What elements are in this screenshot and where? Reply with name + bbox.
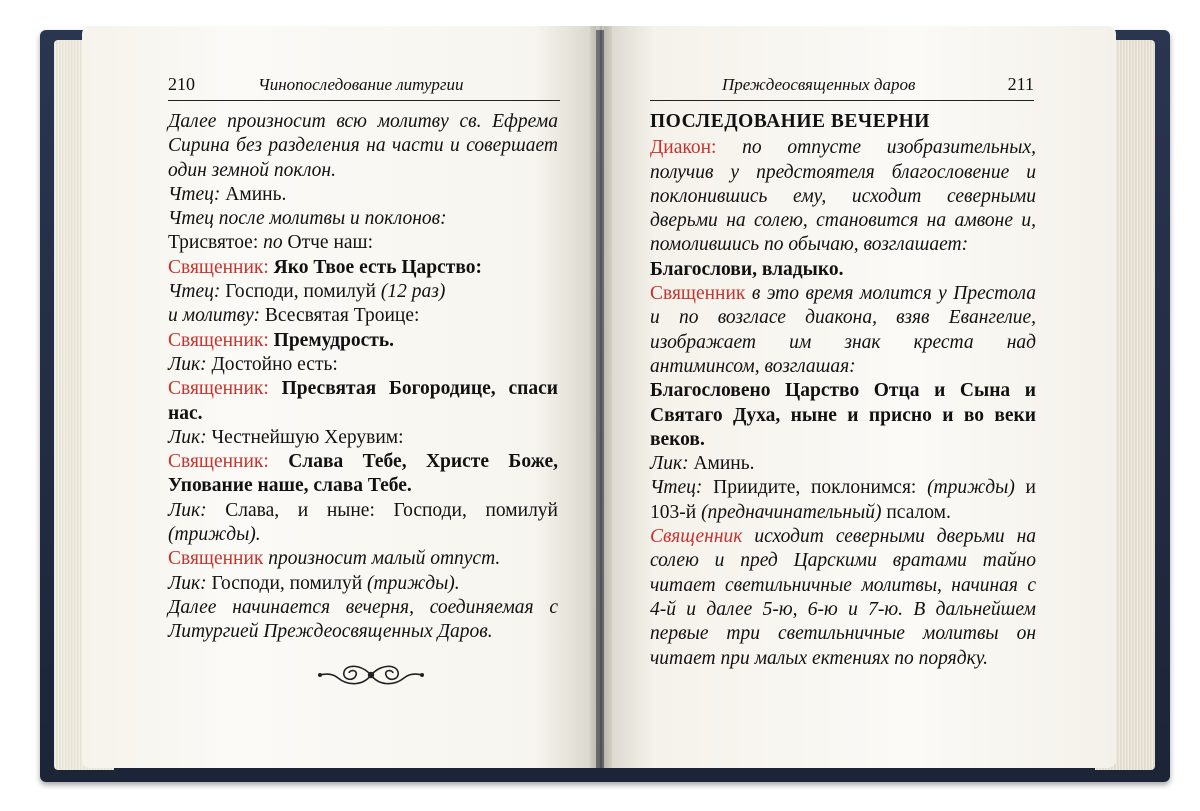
- right-running-title: Преждеосвященных даров: [722, 75, 916, 94]
- text-line: [650, 258, 1036, 282]
- text-span: Священник:: [168, 451, 269, 473]
- left-page-header: [168, 72, 560, 101]
- text-span: Лик:: [168, 572, 207, 594]
- text-line: [650, 452, 1036, 476]
- left-page-number: 210: [168, 74, 195, 94]
- text-line: [168, 256, 558, 280]
- text-span: Лик:: [650, 453, 689, 475]
- text-span: исходит северными дверьми на солею и пред Царскими вратами тайно читает светильничные молитвы, начиная с 4-й и далее 5-ю, 6-ю и 7-ю. В дальнейшем первые три светильничные молитвы он читает при малых ектениях по порядку.: [650, 526, 1036, 669]
- text-span: Чтец:: [168, 281, 221, 303]
- text-span: Слава Тебе, Христе Боже, Упование наше, слава Тебе.: [168, 451, 558, 497]
- right-page-number: 211: [1007, 74, 1034, 94]
- text-line: [168, 596, 558, 645]
- text-span: Лик:: [168, 353, 207, 375]
- text-line: [168, 547, 558, 571]
- text-span: Священник:: [168, 329, 269, 351]
- text-line: [168, 329, 558, 353]
- text-line: [168, 207, 558, 231]
- text-span: (предначинательный): [701, 501, 882, 523]
- text-span: Благословено Царство Отца и Сына и Святаго Духа, ныне и присно и во веки веков.: [650, 380, 1036, 450]
- text-span: Аминь.: [688, 453, 755, 475]
- text-span: Слава, и ныне: Господи, помилуй: [206, 499, 558, 521]
- text-line: [168, 231, 558, 255]
- text-span: (трижды).: [168, 524, 261, 546]
- text-span: Благослови, владыко.: [650, 258, 844, 280]
- text-span: Диакон:: [650, 137, 717, 159]
- text-span: Чтец после молитвы и поклонов:: [168, 208, 447, 230]
- text-line: [168, 426, 558, 450]
- text-line: [168, 499, 558, 548]
- section-heading: ПОСЛЕДОВАНИЕ ВЕЧЕРНИ: [650, 111, 930, 132]
- text-span: Чтец:: [650, 477, 703, 499]
- text-span: псалом.: [881, 501, 951, 523]
- text-span: Далее произносит всю молитву св. Ефрема Сирина без разделения на части и совершает один земной поклон.: [168, 111, 558, 181]
- text-span: Лик:: [168, 426, 207, 448]
- text-span: Священник:: [168, 256, 269, 278]
- text-line: [168, 353, 558, 377]
- text-span: Премудрость.: [268, 329, 395, 351]
- text-line: [168, 450, 558, 499]
- text-span: и молитву:: [168, 305, 261, 327]
- text-line: [168, 572, 558, 596]
- text-span: и 103-й: [650, 477, 1036, 523]
- text-span: Трисвятое:: [168, 232, 264, 254]
- text-span: Священник: [650, 526, 743, 548]
- text-line: [650, 525, 1036, 671]
- text-span: Лик:: [168, 499, 207, 521]
- text-line: [650, 476, 1036, 525]
- text-span: Честнейшую Херувим:: [206, 426, 404, 448]
- text-span: в это время молится у Престола и по возгласе диакона, взяв Евангелие, изображает им знак креста над антиминсом, возглашая:: [650, 283, 1036, 377]
- text-span: Пресвятая Богородице, спаси нас.: [168, 378, 558, 424]
- text-span: (трижды): [927, 477, 1015, 499]
- floral-vignette-icon: [316, 662, 426, 688]
- text-span: (12 раз): [380, 281, 446, 303]
- book-gutter: [590, 26, 612, 768]
- text-span: Господи, помилуй: [220, 281, 381, 303]
- text-line: [168, 280, 558, 304]
- text-line: [650, 282, 1036, 379]
- text-line: [168, 304, 558, 328]
- text-span: Приидите, поклонимся:: [702, 477, 928, 499]
- text-line: [650, 136, 1036, 257]
- text-span: Далее начинается вечерня, соединяемая с Литургией Преждеосвященных Даров.: [168, 596, 558, 643]
- text-span: Священник: [650, 283, 746, 305]
- text-span: Священник: [168, 548, 264, 570]
- text-line: [168, 110, 558, 183]
- text-span: Священник:: [168, 378, 269, 400]
- text-line: [168, 377, 558, 426]
- text-span: Чтец:: [168, 183, 221, 205]
- right-text-column: [650, 110, 1036, 671]
- text-line: [650, 379, 1036, 452]
- left-running-title: Чинопоследование литургии: [258, 75, 464, 94]
- text-span: (трижды).: [367, 572, 460, 594]
- left-text-column: [168, 110, 558, 645]
- text-span: Господи, помилуй: [206, 572, 368, 594]
- right-page-header: [650, 72, 1034, 101]
- text-span: Аминь.: [220, 183, 287, 205]
- text-span: Достойно есть:: [206, 353, 338, 375]
- text-line: [168, 183, 558, 207]
- text-span: произносит малый отпуст.: [263, 548, 501, 570]
- text-span: Всесвятая Троице:: [260, 305, 420, 327]
- text-span: по: [263, 232, 283, 254]
- text-span: Яко Твое есть Царство:: [268, 256, 483, 278]
- text-span: Отче наш:: [282, 232, 373, 254]
- text-span: по отпусте изобразительных, получив у предстоятеля благословение и поклонившись ему, исходит северными дверьми на солею, становится на амвоне и, помолившись по обычаю, возглашает:: [650, 137, 1036, 256]
